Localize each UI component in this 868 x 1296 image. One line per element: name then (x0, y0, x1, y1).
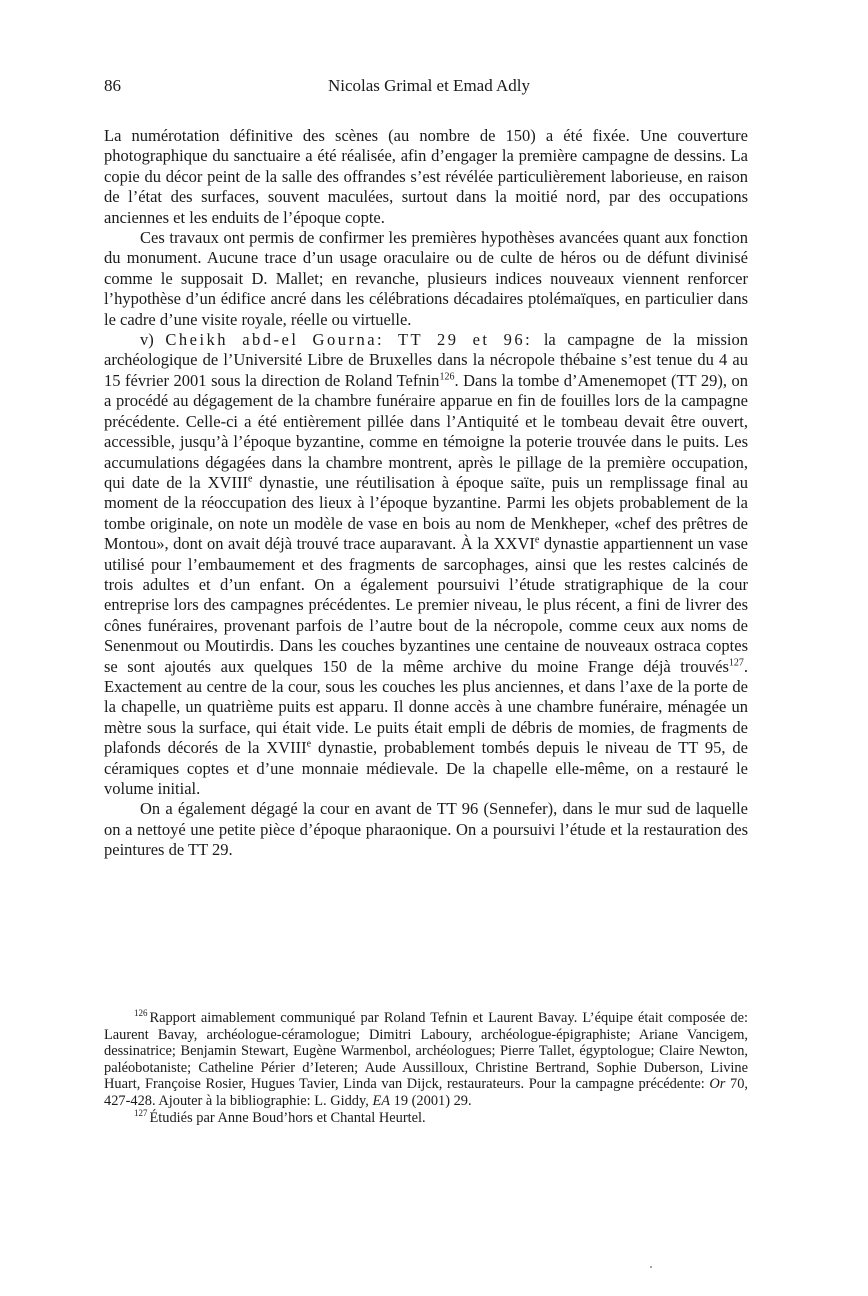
body-text (104, 126, 748, 861)
section-heading: Cheikh abd-el Gourna: TT 29 et 96: (165, 330, 533, 350)
section-marker: v) (140, 330, 166, 350)
journal-abbrev: EA (372, 1092, 391, 1109)
page-number: 86 (104, 76, 121, 95)
superscript: e (534, 534, 540, 546)
paragraph-1: La numérotation définitive des scènes (au nombre de 150) a été fixée. Une couverture photographique du sanctuaire a été réalisée, afin d’engager la première campagne de dessins. La copie du décor peint de la salle des offrandes s’est révélée particulièrement laborieuse, en raison de l’état des surfaces, souvent maculées, surtout dans la moitié nord, par des occupations anciennes et les enduits de l’époque copte. (104, 126, 748, 227)
paragraph-3 (104, 330, 748, 799)
text-run: . Dans la tombe d’Amenemopet (TT 29), on a procédé au dégagement de la chambre funéraire apparue en fin de fouilles lors de la campagne précédente. Celle-ci a été entièrement pillée dans l’Antiquité et le tombeau devait être ouvert, accessible, jusqu’à l’époque byzantine, comme en témoigne la poterie trouvée dans le puits. Les accumulations dégagées dans la chambre montrent, après le pillage de la première occupation, qui date de la XVIII (104, 370, 748, 492)
paragraph-4: On a également dégagé la cour en avant de TT 96 (Sennefer), dans le mur sud de laquelle on a nettoyé une petite pièce d’époque pharaonique. On a poursuivi l’étude et la restauration des peintures de TT 29. (104, 799, 748, 860)
text-run: dynastie, une réutilisation à époque saïte, puis un remplissage final au moment de la réoccupation des lieux à l’époque byzantine. Parmi les objets probablement de la tombe originale, on note un modèle de vase en bois au nom de Menkheper, «chef des prêtres de Montou», dont on avait déjà trouvé trace auparavant. À la XXVI (104, 472, 748, 554)
footnote-text: Étudiés par Anne Boud’hors et Chantal Heurtel. (149, 1109, 426, 1126)
footnote-mark: 127 (134, 1107, 148, 1118)
footnote-text: 19 (2001) 29. (390, 1092, 472, 1109)
journal-abbrev: Or (709, 1076, 726, 1093)
page-header (104, 76, 754, 100)
footnote-text: 70, 427-428. Ajouter à la bibliographie: L. Giddy, (104, 1076, 748, 1109)
footnote-text: Rapport aimablement communiqué par Roland Tefnin et Laurent Bavay. L’équipe était composée de: Laurent Bavay, archéologue-céramologue; Dimitri Laboury, archéologue-épigraphiste; Ariane Vancigem, dessinatrice; Benjamin Stewart, Eugène Warmenbol, archéologues; Pierre Tallet, égyptologue; Claire Newton, paléobotaniste; Catheline Périer d’Ieteren; Aude Aussilloux, Christine Bertrand, Sophie Duberson, Livine Huart, Françoise Rosier, Hugues Tavier, Linda van Dijck, restaurateurs. Pour la campagne précédente: (104, 1010, 748, 1093)
footnote-ref-127: 127 (728, 657, 744, 669)
footnotes (104, 1010, 748, 1126)
text-run: dynastie, probablement tombés depuis le niveau de TT 95, de céramiques coptes et d’une monnaie médievale. De la chapelle elle-même, on a restauré le volume initial. (104, 738, 748, 798)
text-run: . Exactement au centre de la cour, sous les couches les plus anciennes, et dans l’axe de la porte de la chapelle, un quatrième puits est apparu. Il donne accès à une chambre funéraire, ménagée un mètre sous la surface, qui était vide. Le puits était empli de débris de momies, de fragments de plafonds décorés de la XVIII (104, 656, 748, 758)
superscript: e (247, 473, 253, 485)
text-run: la campagne de la mission archéologique de l’Université Libre de Bruxelles dans la nécropole thébaine s’est tenue du 4 au 15 février 2001 sous la direction de Roland Tefnin (104, 330, 749, 390)
scan-speck (650, 1266, 652, 1268)
superscript: e (306, 738, 312, 750)
footnote-126 (104, 1010, 748, 1110)
running-title: Nicolas Grimal et Emad Adly (327, 76, 531, 95)
footnote-ref-126: 126 (439, 371, 455, 383)
footnote-mark: 126 (134, 1008, 148, 1019)
text-run: dynastie appartiennent un vase utilisé pour l’embaumement et des fragments de sarcophages, ainsi que les restes calcinés de trois adultes et d’un enfant. On a également poursuivi l’étude stratigraphique de la cour entreprise lors des campagnes précédentes. Le premier niveau, le plus récent, a fini de livrer des cônes funéraires, provenant parfois de l’autre bout de la nécropole, comme ceux aux noms de Senenmout ou Moutirdis. Dans les couches byzantines une centaine de nouveaux ostraca coptes se sont ajoutés aux quelques 150 de la même archive du moine Frange déjà trouvés (104, 534, 748, 676)
footnote-127 (104, 1107, 748, 1127)
paragraph-2: Ces travaux ont permis de confirmer les premières hypothèses avancées quant aux fonction du monument. Aucune trace d’un usage oraculaire ou de culte de héros ou de défunt divinisé comme le supposait D. Mallet; en revanche, plusieurs indices nouveaux viennent renforcer l’hypothèse d’un édifice ancré dans les célébrations décadaires ptolémaïques, en particulier dans le cadre d’une visite royale, réelle ou virtuelle. (104, 228, 748, 329)
